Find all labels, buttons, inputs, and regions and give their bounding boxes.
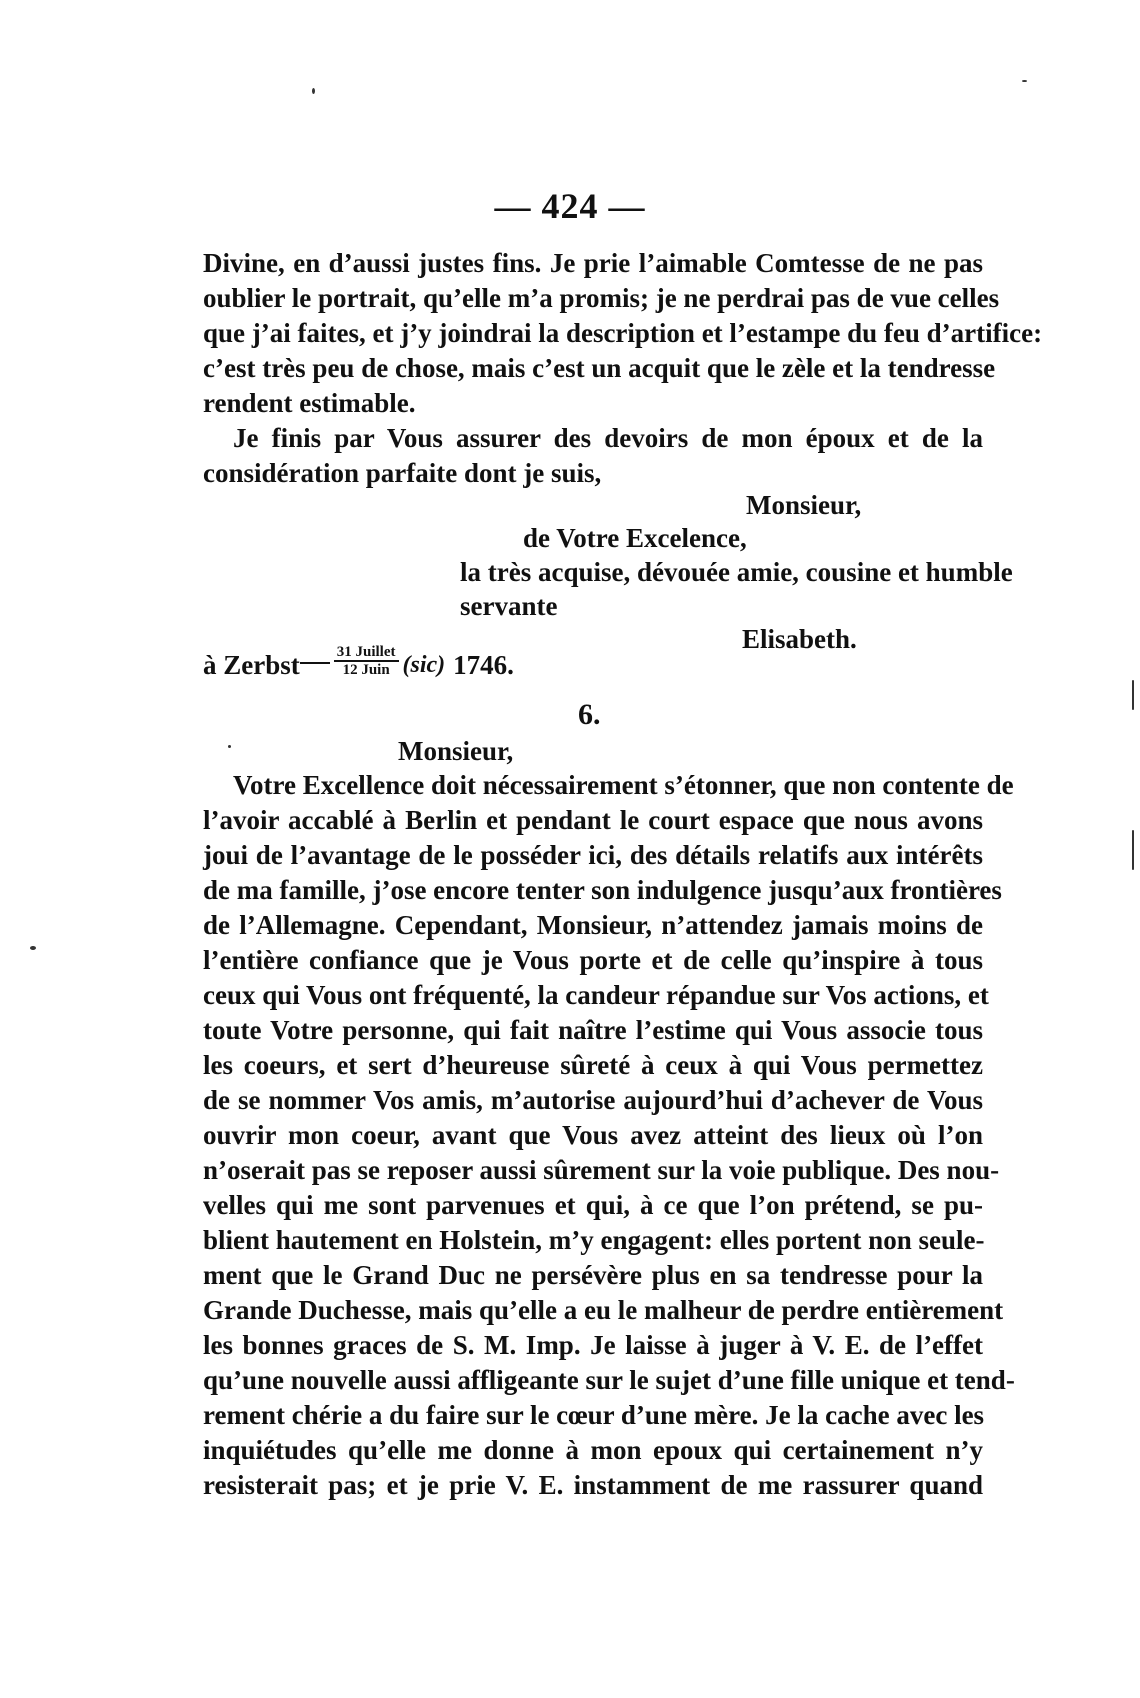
text-line: Je finis par Vous assurer des devoirs de mon époux et de la [233,423,983,453]
closing-line: la très acquise, dévouée amie, cousine et humble [460,557,1013,587]
scan-speck [312,88,315,94]
text-line: c’est très peu de chose, mais c’est un acquit que le zèle et la tendresse [203,353,996,383]
text-line: l’entière confiance que je Vous porte et de celle qu’inspire à tous [203,945,983,975]
scan-speck [228,745,231,748]
date-year: 1746. [453,649,514,680]
text-line: velles qui me sont parvenues et qui, à ce que l’on prétend, se pu- [203,1190,983,1220]
text-line: joui de l’avantage de le posséder ici, des détails relatifs aux intérêts [203,840,983,870]
date-place: à Zerbst [203,649,300,680]
letter-5-body [203,246,1043,491]
page-number: — 424 — [494,186,646,226]
scan-speck [30,946,36,950]
text-line: de ma famille, j’ose encore tenter son indulgence jusqu’aux frontières [203,875,1002,905]
text-line: l’avoir accablé à Berlin et pendant le court espace que nous avons [203,805,983,835]
text-line: ceux qui Vous ont fréquenté, la candeur répandue sur Vos actions, et [203,980,989,1010]
scan-speck [1132,680,1134,710]
text-line: inquiétudes qu’elle me donne à mon epoux qui certainement n’y [203,1435,983,1465]
text-line: Divine, en d’aussi justes fins. Je prie l’aimable Comtesse de ne pas [203,248,983,278]
text-line: de se nommer Vos amis, m’autorise aujourd’hui d’achever de Vous [203,1085,983,1115]
closing-line: servante [460,591,558,621]
date-denominator: 12 Juin [342,662,390,678]
scan-speck [1132,830,1134,870]
text-line: Grande Duchesse, mais qu’elle a eu le malheur de perdre entièrement [203,1295,1004,1325]
text-line: considération parfaite dont je suis, [203,458,602,488]
text-line: que j’ai faites, et j’y joindrai la description et l’estampe du feu d’artifice: [203,318,1043,348]
date-dash [300,662,330,664]
salutation: Monsieur, [398,736,514,766]
text-line: qu’une nouvelle aussi affligeante sur le sujet d’une fille unique et tend- [203,1365,1015,1395]
text-line: Votre Excellence doit nécessairement s’étonner, que non contente de [233,770,1014,800]
scan-speck [1022,80,1027,82]
text-line: n’oserait pas se reposer aussi sûrement sur la voie publique. Des nou- [203,1155,1000,1185]
letter-6-body [203,768,1015,1503]
text-line: rendent estimable. [203,388,416,418]
date-numerator: 31 Juillet [334,644,399,662]
text-line: les bonnes graces de S. M. Imp. Je laisse à juger à V. E. de l’effet [203,1330,983,1360]
text-line: toute Votre personne, qui fait naître l’estime qui Vous associe tous [203,1015,983,1045]
date-line [203,644,514,682]
text-line: blient hautement en Holstein, m’y engagent: elles portent non seule- [203,1225,985,1255]
text-line: de l’Allemagne. Cependant, Monsieur, n’attendez jamais moins de [203,910,983,940]
text-line: oublier le portrait, qu’elle m’a promis; je ne perdrai pas de vue celles [203,283,1000,313]
date-fraction [334,644,399,678]
letter-number: 6. [578,698,601,731]
text-line: ment que le Grand Duc ne persévère plus en sa tendresse pour la [203,1260,983,1290]
text-line: rement chérie a du faire sur le cœur d’une mère. Je la cache avec les [203,1400,985,1430]
text-line: resisterait pas; et je prie V. E. instamment de me rassurer quand [203,1470,983,1500]
text-line: les coeurs, et sert d’heureuse sûreté à ceux à qui Vous permettez [203,1050,983,1080]
text-line: ouvrir mon coeur, avant que Vous avez atteint des lieux où l’on [203,1120,983,1150]
signature: Elisabeth. [742,624,857,654]
date-sic: (sic) [402,651,446,678]
closing-excelence: de Votre Excelence, [523,523,747,553]
closing-monsieur: Monsieur, [746,490,862,520]
